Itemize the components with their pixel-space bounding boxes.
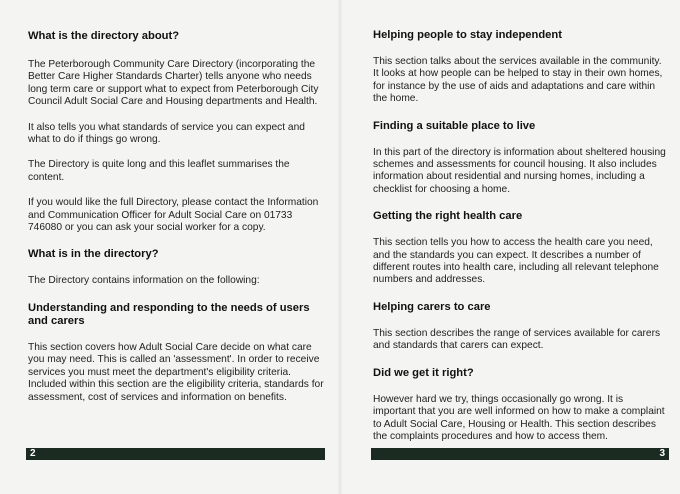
paragraph-health-care: This section tells you how to access the health care you need, and the standards you can expect. It describes a number of different routes into health care, including all relevant telephone numbers and addresses.	[373, 237, 659, 286]
heading-get-it-right: Did we get it right?	[373, 366, 474, 379]
right-page	[340, 0, 680, 494]
paragraph-community-services: This section talks about the services available in the community. It looks at how people can be helped to stay in their own homes, for instance by the use of aids and adaptations and care within the home.	[373, 56, 663, 105]
heading-carers: Helping carers to care	[373, 300, 491, 313]
page-number-right	[371, 448, 669, 460]
paragraph-complaints: However hard we try, things occasionally go wrong. It is important that you are well informed on how to make a complaint to Adult Social Care, Housing or Health. This section describes the complaints procedures and how to access them.	[373, 393, 665, 442]
paragraph-directory-intro: The Peterborough Community Care Directory (incorporating the Better Care Higher Standards Charter) tells anyone who needs long term care or support what to expect from Peterborough City Council Adult Social Care and Housing departments and Health.	[28, 59, 319, 108]
heading-place-to-live: Finding a suitable place to live	[373, 119, 536, 132]
page-number-text: 3	[659, 448, 665, 459]
paragraph-contact: If you would like the full Directory, please contact the Information and Communication Officer for Adult Social Care on 01733 746080 or you can ask your social worker for a copy.	[28, 197, 319, 234]
heading-health-care: Getting the right health care	[373, 210, 523, 223]
heading-whats-in-directory: What is in the directory?	[28, 248, 159, 261]
page-number-text: 2	[30, 448, 36, 459]
paragraph-contains: The Directory contains information on the following:	[28, 275, 260, 287]
paragraph-housing: In this part of the directory is information about sheltered housing schemes and assessments for council housing. It also includes information about residential and nursing homes, including a checklist for choosing a home.	[373, 146, 666, 195]
paragraph-assessment: This section covers how Adult Social Care decide on what care you may need. This is called an 'assessment'. In order to receive services you must meet the department's eligibility criteria. Included within this section are the eligibility criteria, standards for assessment, cost of services and information on benefits.	[28, 341, 324, 403]
heading-directory-about: What is the directory about?	[28, 30, 180, 42]
page-number-left	[26, 448, 325, 460]
paragraph-carers: This section describes the range of services available for carers and standards that carers can expect.	[373, 327, 661, 352]
paragraph-summary: The Directory is quite long and this leaflet summarises the content.	[28, 159, 290, 183]
paragraph-standards: It also tells you what standards of service you can expect and what to do if things go wrong.	[28, 121, 305, 146]
heading-understanding-needs: Understanding and responding to the needs of users and carers	[28, 301, 310, 327]
heading-stay-independent: Helping people to stay independent	[373, 29, 562, 41]
